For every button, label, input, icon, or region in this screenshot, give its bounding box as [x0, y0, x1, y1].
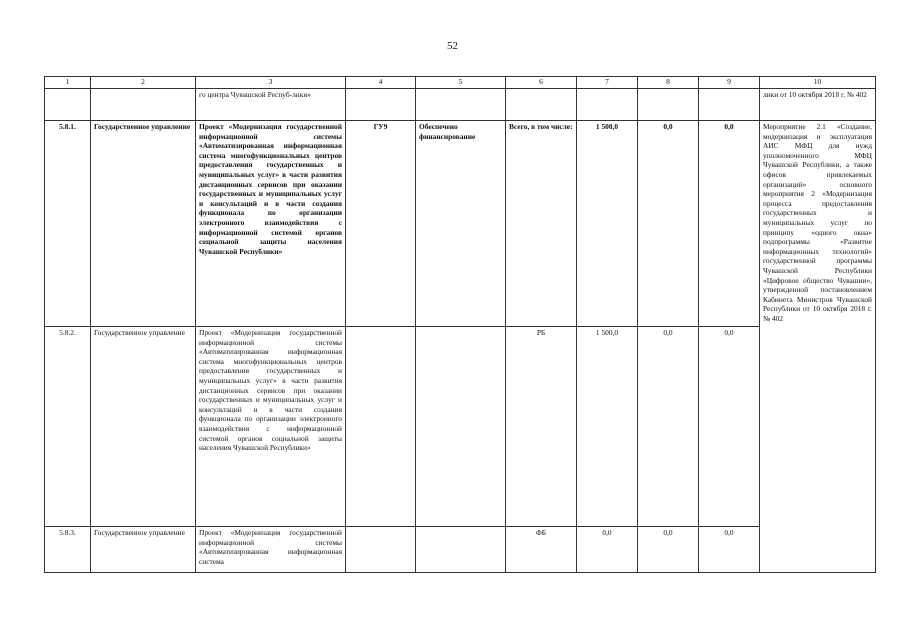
note-cell: Мероприятие 2.1 «Создание, модернизация и эксплуатация АИС МФЦ для нужд уполномоченного МФЦ Чувашской Республики, а также офисов привлекаемых организаций» основного мероприятия 2 «Модернизация процесса предоставления государственных и муниципальных услуг по принципу «одного окна» подпрограммы «Развитие информационных технологий» государственной программы Чувашской Республики «Цифровое общество Чувашии», утвержденной постановлением Кабинета Министров Чувашской Республики от 10 октября 2018 г. № 402 — [760, 121, 876, 573]
description-cell: Проект «Модернизация государственной информационной системы «Автоматизированная информационная система многофункциональных центров предоставления государственных и муниципальных услуг» в части развития дистанционных сервисов при оказании государственных и муниципальных услуг и консультаций и в части создания функционала по организации электронного взаимодействия с информационной системой органов социальной защиты населения Чувашской Республики» — [196, 327, 346, 527]
table-cell — [45, 89, 91, 121]
item-number: 5.8.3. — [45, 527, 91, 573]
result-cell: Обеспечено финансирование — [416, 121, 506, 327]
header-cell: 2 — [91, 77, 196, 89]
table-cell — [346, 89, 416, 121]
continuation-row — [45, 89, 876, 121]
table-cell — [506, 89, 577, 121]
source-cell: РБ — [506, 327, 577, 527]
header-cell: 5 — [416, 77, 506, 89]
header-cell: 3 — [196, 77, 346, 89]
note-cell: лики от 10 октября 2018 г. № 402 — [760, 89, 876, 121]
performer-cell: Государственное управление — [91, 327, 196, 527]
source-cell: ФБ — [506, 527, 577, 573]
table-row — [45, 327, 876, 527]
value-cell: 0,0 — [638, 121, 699, 327]
table-cell — [416, 89, 506, 121]
header-cell: 7 — [577, 77, 638, 89]
code-cell: ГУ9 — [346, 121, 416, 327]
result-cell — [416, 327, 506, 527]
source-cell: Всего, в том числе: — [506, 121, 577, 327]
item-number: 5.8.2. — [45, 327, 91, 527]
code-cell — [346, 327, 416, 527]
table-cell — [91, 89, 196, 121]
value-cell: 0,0 — [699, 121, 760, 327]
table-row — [45, 527, 876, 573]
table-cell — [638, 89, 699, 121]
header-cell: 1 — [45, 77, 91, 89]
value-cell: 1 500,0 — [577, 121, 638, 327]
value-cell: 0,0 — [638, 327, 699, 527]
description-cell: Проект «Модернизация государственной информационной системы «Автоматизированная информационная система многофункциональных центров предоставления государственных и муниципальных услуг» в части развития дистанционных сервисов при оказании государственных и муниципальных услуг и консультаций и в части создания функционала по организации электронного взаимодействия с информационной системой органов социальной защиты населения Чувашской Республики» — [196, 121, 346, 327]
page-number: 52 — [447, 40, 458, 52]
value-cell: 0,0 — [699, 527, 760, 573]
performer-cell: Государственное управление — [91, 121, 196, 327]
description-cell: Проект «Модернизация государственной информационной системы «Автоматизированная информационная система — [196, 527, 346, 573]
table-cell — [577, 89, 638, 121]
value-cell: 0,0 — [638, 527, 699, 573]
header-cell: 4 — [346, 77, 416, 89]
result-cell — [416, 527, 506, 573]
value-cell: 0,0 — [699, 327, 760, 527]
code-cell — [346, 527, 416, 573]
table-row — [45, 121, 876, 327]
performer-cell: Государственное управление — [91, 527, 196, 573]
header-cell: 9 — [699, 77, 760, 89]
header-cell: 10 — [760, 77, 876, 89]
header-cell: 6 — [506, 77, 577, 89]
item-number: 5.8.1. — [45, 121, 91, 327]
header-row — [45, 77, 876, 89]
description-cell: го центра Чувашской Респуб-лики» — [196, 89, 346, 121]
program-table — [44, 76, 876, 573]
header-cell: 8 — [638, 77, 699, 89]
table-cell — [699, 89, 760, 121]
value-cell: 0,0 — [577, 527, 638, 573]
value-cell: 1 500,0 — [577, 327, 638, 527]
